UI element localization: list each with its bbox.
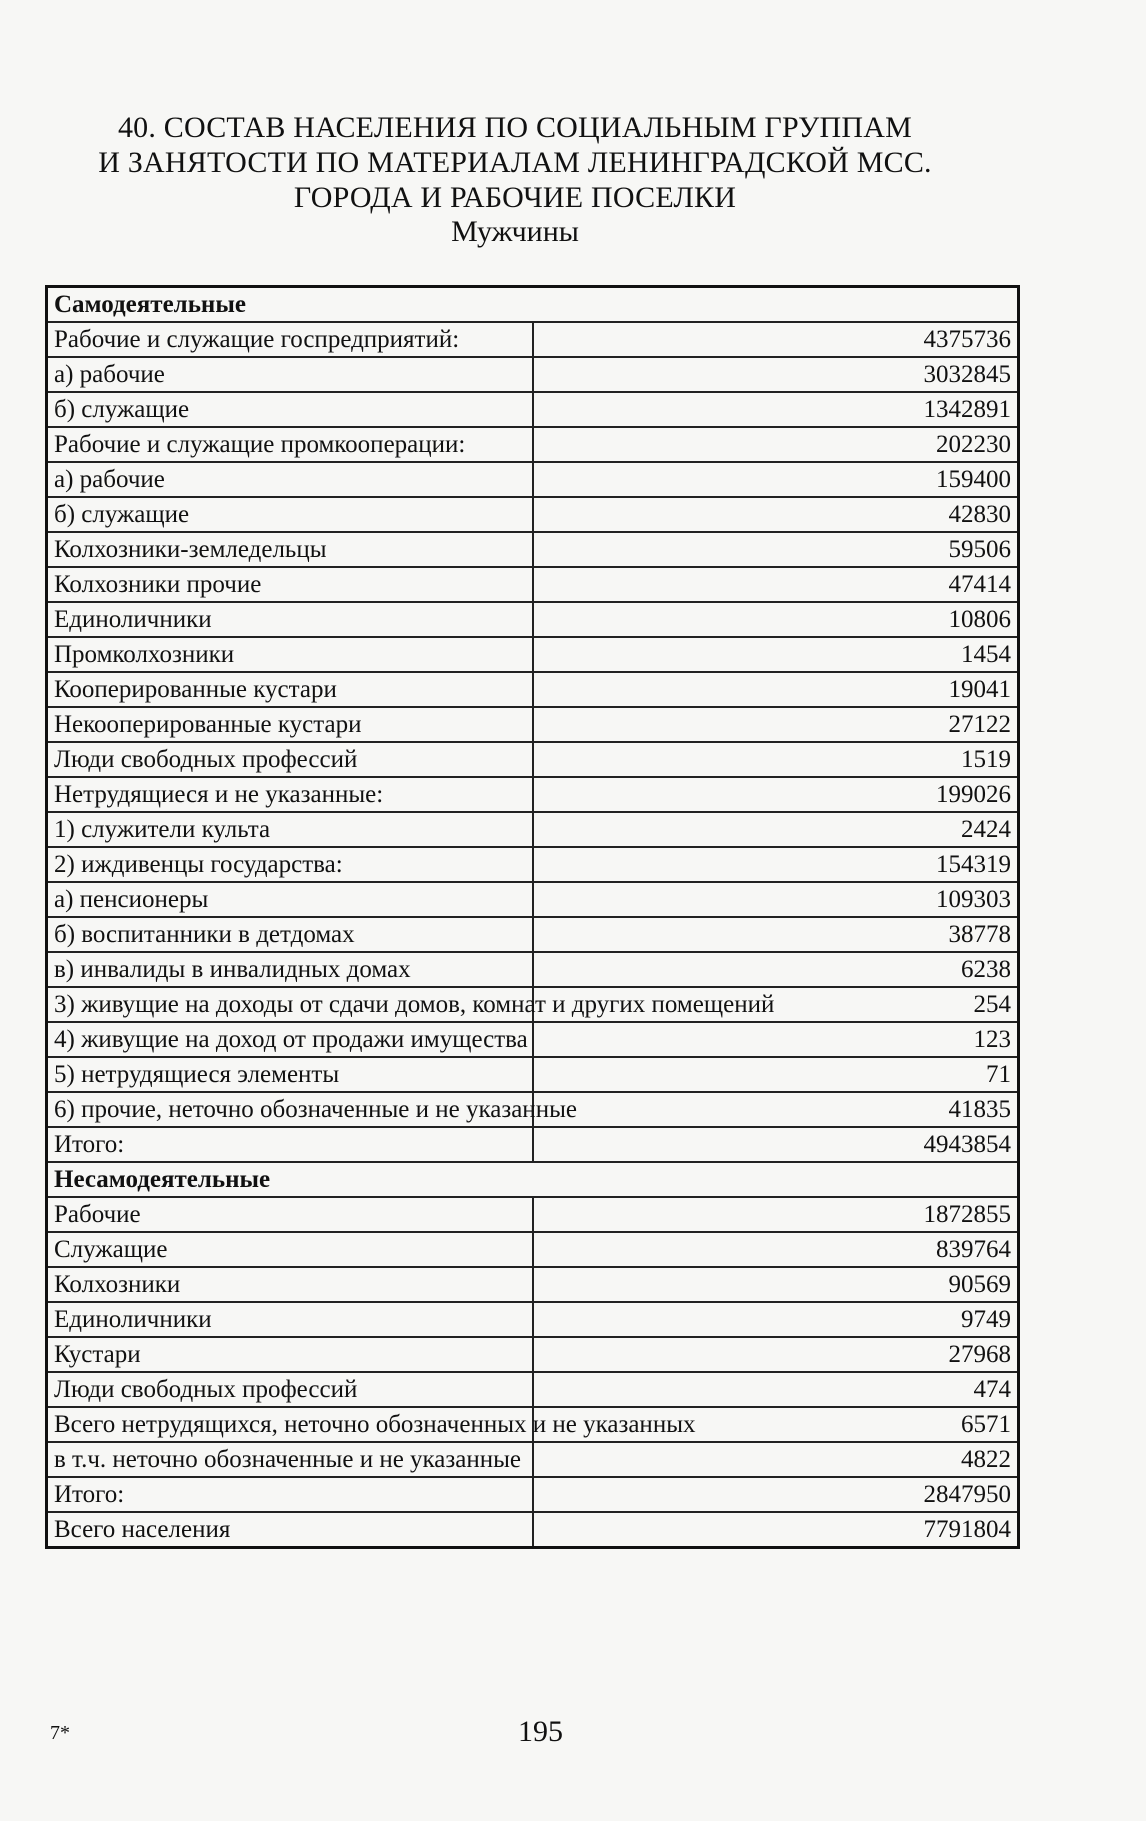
row-label: 2) иждивенцы государства: [47, 847, 533, 882]
table-row [47, 497, 1019, 532]
row-value: 2424 [533, 812, 1019, 847]
table-row [47, 1267, 1019, 1302]
row-label: 1) служители культа [47, 812, 533, 847]
population-table [45, 285, 1020, 1549]
table-row [47, 847, 1019, 882]
row-value: 38778 [533, 917, 1019, 952]
table-row [47, 777, 1019, 812]
row-label: Рабочие и служащие промкооперации: [47, 427, 533, 462]
row-label: б) служащие [47, 497, 533, 532]
row-value: 4822 [533, 1442, 1019, 1477]
row-value: 9749 [533, 1302, 1019, 1337]
row-label: в т.ч. неточно обозначенные и не указанные [47, 1442, 533, 1477]
row-value: 1342891 [533, 392, 1019, 427]
row-label: 5) нетрудящиеся элементы [47, 1057, 533, 1092]
row-value: 6238 [533, 952, 1019, 987]
table-row [47, 742, 1019, 777]
table-row [47, 1197, 1019, 1232]
row-value: 2847950 [533, 1477, 1019, 1512]
table-row [47, 392, 1019, 427]
row-value: 10806 [533, 602, 1019, 637]
table-row [47, 567, 1019, 602]
row-value: 27968 [533, 1337, 1019, 1372]
row-label: Рабочие и служащие госпредприятий: [47, 322, 533, 357]
section-header: Самодеятельные [47, 287, 1019, 323]
table-row [47, 322, 1019, 357]
row-value: 1872855 [533, 1197, 1019, 1232]
title-line-2: И ЗАНЯТОСТИ ПО МАТЕРИАЛАМ ЛЕНИНГРАДСКОЙ МСС. [98, 146, 932, 179]
table-row [47, 707, 1019, 742]
table-row [47, 427, 1019, 462]
row-value: 1519 [533, 742, 1019, 777]
row-label: Кустари [47, 1337, 533, 1372]
row-value: 3032845 [533, 357, 1019, 392]
row-label: а) рабочие [47, 462, 533, 497]
table-row [47, 1022, 1019, 1057]
row-label: Кооперированные кустари [47, 672, 533, 707]
table-row [47, 532, 1019, 567]
section-header-row [47, 287, 1019, 323]
table-row [47, 1092, 1019, 1127]
row-value: 90569 [533, 1267, 1019, 1302]
row-value: 42830 [533, 497, 1019, 532]
row-value: 109303 [533, 882, 1019, 917]
row-value: 839764 [533, 1232, 1019, 1267]
row-label: 3) живущие на доходы от сдачи домов, комнат и других помещений [47, 987, 533, 1022]
table-row [47, 1057, 1019, 1092]
table-row [47, 917, 1019, 952]
row-label: Люди свободных профессий [47, 1372, 533, 1407]
row-label: а) рабочие [47, 357, 533, 392]
row-value: 1454 [533, 637, 1019, 672]
table-row [47, 1302, 1019, 1337]
table-row [47, 1337, 1019, 1372]
table-row [47, 1407, 1019, 1442]
row-value: 59506 [533, 532, 1019, 567]
title-line-3: ГОРОДА И РАБОЧИЕ ПОСЕЛКИ [293, 181, 737, 214]
row-label: 6) прочие, неточно обозначенные и не указанные [47, 1092, 533, 1127]
table-row [47, 1372, 1019, 1407]
row-value: 4943854 [533, 1127, 1019, 1162]
row-label: Итого: [47, 1127, 533, 1162]
row-label: Рабочие [47, 1197, 533, 1232]
table-row [47, 637, 1019, 672]
table-row [47, 462, 1019, 497]
row-label: Единоличники [47, 1302, 533, 1337]
row-label: в) инвалиды в инвалидных домах [47, 952, 533, 987]
row-label: Промколхозники [47, 637, 533, 672]
section-header: Несамодеятельные [47, 1162, 1019, 1197]
printer-signature-mark: 7* [50, 1722, 70, 1744]
row-label: б) воспитанники в детдомах [47, 917, 533, 952]
table-row [47, 602, 1019, 637]
table-row [47, 1127, 1019, 1162]
row-value: 41835 [533, 1092, 1019, 1127]
row-value: 19041 [533, 672, 1019, 707]
table-row [47, 987, 1019, 1022]
table-row [47, 1512, 1019, 1548]
table-row [47, 882, 1019, 917]
row-label: Колхозники прочие [47, 567, 533, 602]
row-label: 4) живущие на доход от продажи имущества [47, 1022, 533, 1057]
row-label: б) служащие [47, 392, 533, 427]
row-value: 6571 [533, 1407, 1019, 1442]
table-row [47, 952, 1019, 987]
page-number: 195 [518, 1715, 563, 1748]
row-label: Единоличники [47, 602, 533, 637]
row-value: 202230 [533, 427, 1019, 462]
table-row [47, 357, 1019, 392]
table-subtitle: Мужчины [451, 215, 579, 248]
table-row [47, 1477, 1019, 1512]
table-title [0, 110, 1030, 249]
row-label: Всего нетрудящихся, неточно обозначенных и не указанных [47, 1407, 533, 1442]
row-label: а) пенсионеры [47, 882, 533, 917]
row-value: 154319 [533, 847, 1019, 882]
row-label: Некооперированные кустари [47, 707, 533, 742]
row-label: Колхозники-земледельцы [47, 532, 533, 567]
row-value: 254 [533, 987, 1019, 1022]
row-label: Колхозники [47, 1267, 533, 1302]
row-label: Нетрудящиеся и не указанные: [47, 777, 533, 812]
row-label: Служащие [47, 1232, 533, 1267]
row-value: 47414 [533, 567, 1019, 602]
row-label: Всего населения [47, 1512, 533, 1548]
row-value: 27122 [533, 707, 1019, 742]
table-row [47, 672, 1019, 707]
row-label: Итого: [47, 1477, 533, 1512]
row-value: 159400 [533, 462, 1019, 497]
row-label: Люди свободных профессий [47, 742, 533, 777]
row-value: 123 [533, 1022, 1019, 1057]
row-value: 71 [533, 1057, 1019, 1092]
title-line-1: 40. СОСТАВ НАСЕЛЕНИЯ ПО СОЦИАЛЬНЫМ ГРУППАМ [117, 111, 912, 144]
row-value: 199026 [533, 777, 1019, 812]
section-header-row [47, 1162, 1019, 1197]
row-value: 474 [533, 1372, 1019, 1407]
row-value: 4375736 [533, 322, 1019, 357]
table-row [47, 1442, 1019, 1477]
table-row [47, 1232, 1019, 1267]
row-value: 7791804 [533, 1512, 1019, 1548]
table-row [47, 812, 1019, 847]
